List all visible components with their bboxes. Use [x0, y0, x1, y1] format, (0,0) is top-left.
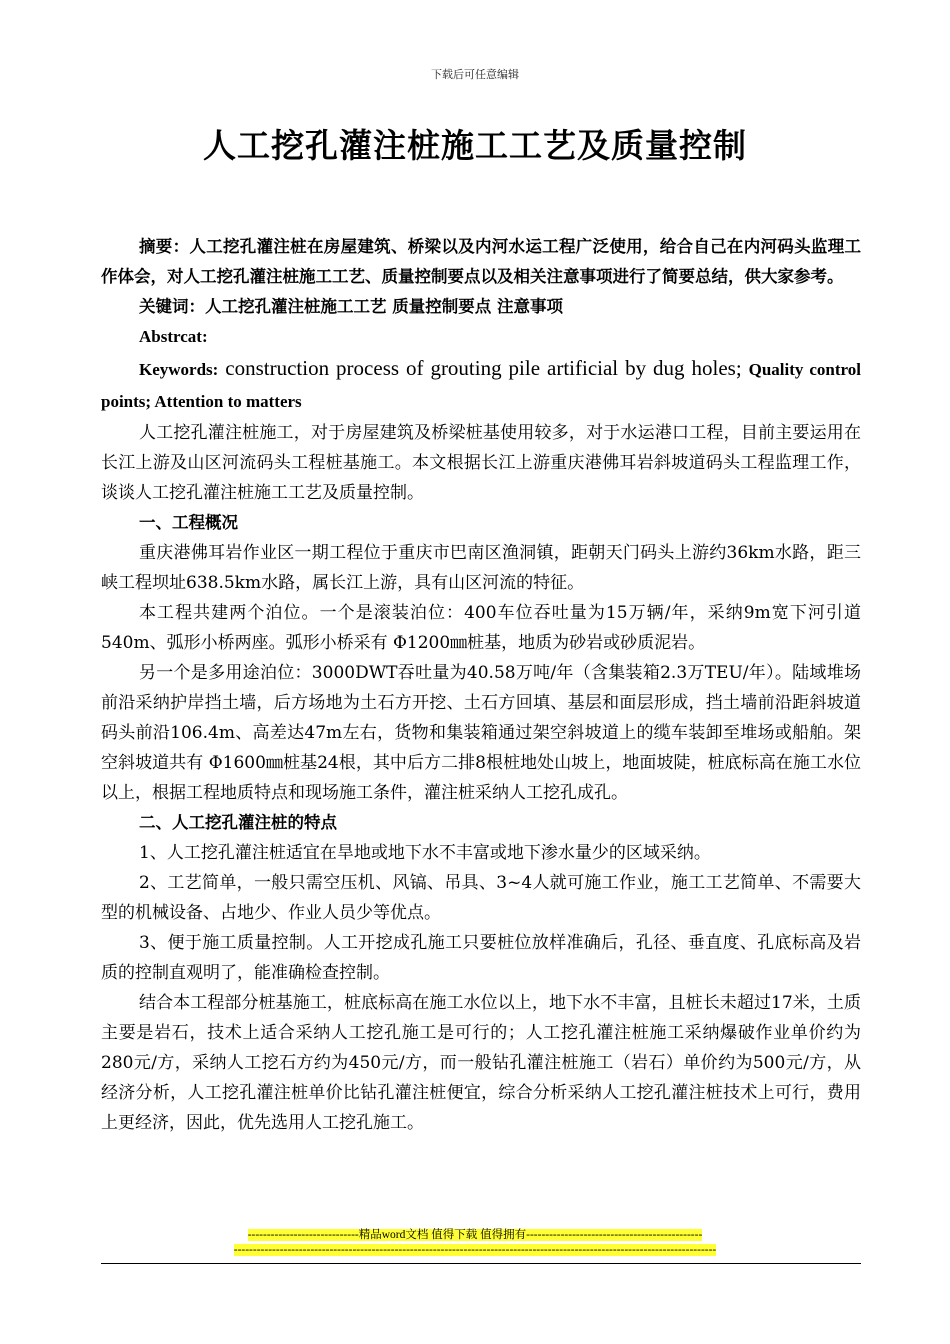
- keywords-english-tail: Quality control points; Attention to matters: [101, 360, 861, 411]
- body-paragraph: 2、工艺简单，一般只需空压机、风镐、吊具、3~4人就可施工作业，施工工艺简单、不需要大型的机械设备、占地少、作业人员少等优点。: [101, 873, 861, 923]
- page-header: 下载后可任意编辑: [431, 68, 519, 81]
- footer-dash-line: ------------------------------------------------------------------------------------------------------------------------------: [233, 1244, 717, 1256]
- footer-rule: [101, 1263, 861, 1264]
- keywords-english-label: Keywords:: [139, 360, 219, 379]
- keywords-english: [101, 352, 861, 418]
- body-paragraph: 另一个是多用途泊位：3000DWT吞吐量为40.58万吨/年（含集装箱2.3万TEU/年）。陆域堆场前沿采纳护岸挡土墙，后方场地为土石方开挖、土石方回填、基层和面层形成，挡土墙前沿距斜坡道码头前沿106.4m、高差达47m左右，货物和集装箱通过架空斜坡道上的缆车装卸至堆场或船舶。架空斜坡道共有 Φ1600㎜桩基24根，其中后方二排8根桩地处山坡上，地面坡陡，桩底标高在施工水位以上，根据工程地质特点和现场施工条件，灌注桩采纳人工挖孔成孔。: [101, 663, 861, 803]
- document-body: [101, 232, 861, 1138]
- body-paragraph: 1、人工挖孔灌注桩适宜在旱地或地下水不丰富或地下渗水量少的区域采纳。: [139, 843, 711, 863]
- abstract-paragraph: 摘要：人工挖孔灌注桩在房屋建筑、桥梁以及内河水运工程广泛使用，给合自己在内河码头监理工作体会，对人工挖孔灌注桩施工工艺、质量控制要点以及相关注意事项进行了简要总结，供大家参考。: [101, 237, 861, 286]
- page-footer: [0, 1228, 950, 1258]
- keywords-english-text: construction process of grouting pile artificial by dug holes;: [218, 356, 749, 380]
- body-paragraph: 重庆港佛耳岩作业区一期工程位于重庆市巴南区渔洞镇，距朝天门码头上游约36km水路，距三峡工程坝址638.5km水路，属长江上游，具有山区河流的特征。: [101, 543, 861, 593]
- body-paragraph: 3、便于施工质量控制。人工开挖成孔施工只要桩位放样准确后，孔径、垂直度、孔底标高及岩质的控制直观明了，能准确检查控制。: [101, 933, 861, 983]
- footer-banner: -----------------------------精品word文档 值得下载 值得拥有----------------------------------------------: [247, 1229, 703, 1241]
- document-title: 人工挖孔灌注桩施工工艺及质量控制: [203, 126, 747, 165]
- keywords-chinese: 关键词：人工挖孔灌注桩施工工艺 质量控制要点 注意事项: [139, 297, 563, 316]
- section-heading: 二、人工挖孔灌注桩的特点: [139, 813, 337, 832]
- abstract-english-label: Abstrcat:: [139, 327, 208, 346]
- body-paragraph: 本工程共建两个泊位。一个是滚装泊位：400车位吞吐量为15万辆/年，采纳9m宽下河引道540m、弧形小桥两座。弧形小桥采有 Φ1200㎜桩基，地质为砂岩或砂质泥岩。: [101, 603, 861, 653]
- body-paragraph: 结合本工程部分桩基施工，桩底标高在施工水位以上，地下水不丰富，且桩长未超过17米，土质主要是岩石，技术上适合采纳人工挖孔施工是可行的；人工挖孔灌注桩施工采纳爆破作业单价约为280元/方，采纳人工挖石方约为450元/方，而一般钻孔灌注桩施工（岩石）单价约为500元/方，从经济分析，人工挖孔灌注桩单价比钻孔灌注桩便宜，综合分析采纳人工挖孔灌注桩技术上可行，费用上更经济，因此，优先选用人工挖孔施工。: [101, 993, 861, 1133]
- body-paragraph: 人工挖孔灌注桩施工，对于房屋建筑及桥梁桩基使用较多，对于水运港口工程，目前主要运用在长江上游及山区河流码头工程桩基施工。本文根据长江上游重庆港佛耳岩斜坡道码头工程监理工作，谈谈人工挖孔灌注桩施工工艺及质量控制。: [101, 423, 861, 503]
- section-heading: 一、工程概况: [139, 513, 238, 532]
